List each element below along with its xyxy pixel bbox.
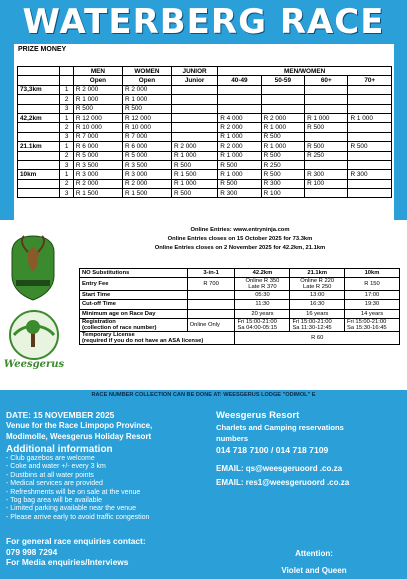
prize-cell: R 3 000 bbox=[122, 170, 171, 179]
cutoff-21: 16:30 bbox=[290, 300, 345, 309]
prize-cell: R 100 bbox=[261, 189, 304, 198]
start-time-label: Start Time bbox=[80, 291, 188, 300]
prize-row bbox=[18, 160, 392, 169]
prize-cell: R 1 000 bbox=[348, 113, 392, 122]
online-entries-link[interactable]: Online Entries: www.entryninja.com bbox=[190, 227, 290, 233]
registration-3in1: Online Only bbox=[187, 318, 235, 331]
prize-cell bbox=[305, 104, 348, 113]
prize-cell: R 2 000 bbox=[218, 123, 261, 132]
prize-cell: R 1 000 bbox=[261, 142, 304, 151]
prize-subheader bbox=[60, 76, 74, 85]
prize-cell: R 1 500 bbox=[171, 170, 217, 179]
prize-cell: R 2 000 bbox=[122, 179, 171, 188]
prize-cell bbox=[348, 132, 392, 141]
prize-cell bbox=[171, 123, 217, 132]
prize-position: 2 bbox=[60, 123, 74, 132]
registration-10: Fri 15:00-21:00 Sa 15:30-16:45 bbox=[345, 318, 400, 331]
prize-cell: R 1 000 bbox=[218, 170, 261, 179]
event-info bbox=[6, 410, 206, 522]
prize-cell: R 1 000 bbox=[218, 132, 261, 141]
prize-cell: R 3 500 bbox=[73, 160, 122, 169]
additional-info-item: - Club gazebos are welcome bbox=[6, 455, 95, 462]
prize-cell: R 500 bbox=[305, 123, 348, 132]
prize-subheader: 60+ bbox=[305, 76, 348, 85]
prize-cell: R 1 000 bbox=[261, 123, 304, 132]
prize-cell: R 10 000 bbox=[73, 123, 122, 132]
prize-cell bbox=[348, 151, 392, 160]
prize-header: MEN/WOMEN bbox=[218, 67, 392, 76]
page-title: WATERBERG RACE bbox=[22, 2, 385, 42]
prize-row bbox=[18, 95, 392, 104]
prize-subheader bbox=[18, 76, 60, 85]
prize-cell: R 3 500 bbox=[122, 160, 171, 169]
prize-category bbox=[18, 104, 60, 113]
prize-category bbox=[18, 123, 60, 132]
prize-cell bbox=[218, 85, 261, 94]
prize-category: 42,2km bbox=[18, 113, 60, 122]
prize-cell: R 300 bbox=[348, 170, 392, 179]
prize-cell bbox=[305, 95, 348, 104]
prize-cell: R 500 bbox=[261, 151, 304, 160]
prize-cell: R 5 000 bbox=[122, 151, 171, 160]
weesgerus-logo-text: Weesgerus bbox=[4, 359, 64, 370]
prize-cell: R 1 500 bbox=[122, 189, 171, 198]
info-header: 42.2km bbox=[235, 269, 290, 278]
prize-cell: R 4 000 bbox=[218, 113, 261, 122]
prize-header: JUNIOR bbox=[171, 67, 217, 76]
cutoff-10: 19:30 bbox=[345, 300, 400, 309]
min-age-21: 16 years bbox=[290, 309, 345, 318]
temp-license-label: Temporary License (required if you do not have an ASA license) bbox=[80, 331, 235, 344]
prize-cell: R 12 000 bbox=[73, 113, 122, 122]
additional-info-item: - Please arrive early to avoid traffic congestion bbox=[6, 513, 150, 521]
prize-header: WOMEN bbox=[122, 67, 171, 76]
prize-position: 1 bbox=[60, 85, 74, 94]
resort-info bbox=[216, 410, 406, 489]
prize-cell bbox=[261, 85, 304, 94]
resort-name: Weesgerus Resort bbox=[216, 410, 300, 421]
venue-line-1: Venue for the Race Limpopo Province, bbox=[6, 421, 153, 430]
prize-cell: R 2 000 bbox=[218, 142, 261, 151]
prize-cell bbox=[348, 104, 392, 113]
cutoff-3in1 bbox=[187, 300, 235, 309]
info-header: 3-in-1 bbox=[187, 269, 235, 278]
prize-category: 73,3km bbox=[18, 85, 60, 94]
info-header: 21.1km bbox=[290, 269, 345, 278]
prize-header bbox=[18, 67, 60, 76]
contact-line-1: For general race enquiries contact: bbox=[6, 536, 146, 546]
cutoff-label: Cut-off Time bbox=[80, 300, 188, 309]
prize-category bbox=[18, 189, 60, 198]
prize-position: 1 bbox=[60, 113, 74, 122]
prize-row bbox=[18, 132, 392, 141]
prize-cell: R 500 bbox=[305, 142, 348, 151]
reservations-line-1: Charlets and Camping reservations bbox=[216, 423, 344, 432]
contact-line-3: For Media enquiries/Interviews bbox=[6, 557, 129, 567]
prize-cell bbox=[348, 123, 392, 132]
online-close-42-21: Online Entries closes on 2 November 2025 for 42.2km, 21.1km bbox=[154, 245, 326, 251]
online-entry-info bbox=[80, 226, 400, 253]
prize-row bbox=[18, 104, 392, 113]
prize-cell bbox=[305, 160, 348, 169]
prize-cell: R 1 000 bbox=[171, 151, 217, 160]
prize-cell: R 1 000 bbox=[171, 179, 217, 188]
prize-cell: R 10 000 bbox=[122, 123, 171, 132]
prize-cell: R 250 bbox=[261, 160, 304, 169]
attention-label: Attention: bbox=[295, 549, 333, 558]
start-time-10: 17:00 bbox=[345, 291, 400, 300]
prize-cell: R 100 bbox=[305, 179, 348, 188]
prize-cell bbox=[171, 113, 217, 122]
prize-cell: R 5 000 bbox=[73, 151, 122, 160]
prize-cell: R 6 000 bbox=[122, 142, 171, 151]
info-header: NO Substitutions bbox=[80, 269, 188, 278]
additional-info-item: - Medical services are provided bbox=[6, 480, 103, 488]
prize-table bbox=[17, 66, 392, 198]
prize-cell: R 300 bbox=[218, 189, 261, 198]
prize-cell bbox=[348, 189, 392, 198]
registration-label: Registration (collection of race number) bbox=[80, 318, 188, 331]
prize-subheader: 40-49 bbox=[218, 76, 261, 85]
prize-position: 3 bbox=[60, 132, 74, 141]
prize-cell: R 2 000 bbox=[261, 113, 304, 122]
prize-row bbox=[18, 113, 392, 122]
prize-position: 2 bbox=[60, 95, 74, 104]
prize-row bbox=[18, 123, 392, 132]
prize-row bbox=[18, 189, 392, 198]
email-2[interactable]: EMAIL: res1@weesgeruoord .co.za bbox=[216, 478, 350, 487]
collection-note: RACE NUMBER COLLECTION CAN BE DONE AT: WEESGERUS LODGE "ODIMOL" E bbox=[91, 392, 316, 398]
additional-info-item: - Dustbins at all water points bbox=[6, 471, 94, 479]
prize-cell: R 6 000 bbox=[73, 142, 122, 151]
prize-cell: R 2 000 bbox=[73, 85, 122, 94]
temp-license-fee: R 60 bbox=[235, 331, 400, 344]
prize-cell: R 1 000 bbox=[218, 151, 261, 160]
prize-cell bbox=[171, 132, 217, 141]
attention-block bbox=[244, 545, 384, 579]
kudu-crest-logo bbox=[6, 232, 60, 302]
additional-info-title: Additional information bbox=[6, 444, 113, 455]
prize-row bbox=[18, 170, 392, 179]
prize-cell: R 1 000 bbox=[122, 95, 171, 104]
prize-position: 3 bbox=[60, 104, 74, 113]
prize-category bbox=[18, 179, 60, 188]
prize-cell: R 300 bbox=[261, 179, 304, 188]
prize-cell: R 250 bbox=[305, 151, 348, 160]
prize-cell bbox=[261, 104, 304, 113]
contact-phone[interactable]: 079 998 7294 bbox=[6, 546, 58, 557]
prize-cell: R 500 bbox=[122, 104, 171, 113]
prize-category: 21.1km bbox=[18, 142, 60, 151]
race-date: DATE: 15 NOVEMBER 2025 bbox=[6, 410, 115, 420]
contact-info bbox=[6, 536, 216, 568]
prize-cell: R 7 000 bbox=[122, 132, 171, 141]
prize-position: 2 bbox=[60, 151, 74, 160]
min-age-label: Minimum age on Race Day bbox=[80, 309, 188, 318]
prize-cell: R 2 000 bbox=[73, 179, 122, 188]
min-age-42: 20 years bbox=[235, 309, 290, 318]
start-time-3in1 bbox=[187, 291, 235, 300]
start-time-42: 05:30 bbox=[235, 291, 290, 300]
prize-row bbox=[18, 85, 392, 94]
prize-header: MEN bbox=[73, 67, 122, 76]
prize-label: PRIZE MONEY bbox=[18, 46, 67, 53]
prize-cell: R 1 000 bbox=[305, 113, 348, 122]
additional-info-item: - Tog bag area will be available bbox=[6, 497, 102, 505]
entry-fee-label: Entry Fee bbox=[80, 278, 188, 291]
entry-fee-21: Online R 220 Late R 250 bbox=[290, 278, 345, 291]
venue-line-2: Modimolle, Weesgerus Holiday Resort bbox=[6, 431, 152, 441]
additional-info-list bbox=[6, 455, 206, 522]
prize-cell: R 1 500 bbox=[73, 189, 122, 198]
prize-position: 1 bbox=[60, 142, 74, 151]
prize-category bbox=[18, 151, 60, 160]
prize-cell bbox=[218, 104, 261, 113]
prize-cell: R 500 bbox=[171, 189, 217, 198]
prize-cell: R 500 bbox=[348, 142, 392, 151]
prize-cell: R 1 000 bbox=[73, 95, 122, 104]
prize-header bbox=[60, 67, 74, 76]
resort-phones[interactable]: 014 718 7100 / 014 718 7109 bbox=[216, 445, 329, 455]
additional-info-item: - Coke and water +/- every 3 km bbox=[6, 463, 106, 471]
prize-position: 1 bbox=[60, 170, 74, 179]
race-info-table bbox=[79, 268, 400, 345]
prize-subheader: Junior bbox=[171, 76, 217, 85]
prize-cell: R 500 bbox=[218, 160, 261, 169]
prize-position: 3 bbox=[60, 160, 74, 169]
prize-cell bbox=[305, 132, 348, 141]
prize-cell bbox=[305, 85, 348, 94]
email-1[interactable]: EMAIL: qs@weesgeruoord .co.za bbox=[216, 464, 343, 473]
entry-fee-3in1: R 700 bbox=[187, 278, 235, 291]
min-age-10: 14 years bbox=[345, 309, 400, 318]
prize-cell: R 500 bbox=[218, 179, 261, 188]
registration-42: Fri 15:00-21:00 Sa 04:00-05:15 bbox=[235, 318, 290, 331]
additional-info-item: - Refreshments will be on sale at the venue bbox=[6, 488, 141, 496]
entry-fee-10: R 150 bbox=[345, 278, 400, 291]
prize-cell bbox=[348, 95, 392, 104]
prize-category: 10km bbox=[18, 170, 60, 179]
prize-cell: R 300 bbox=[305, 170, 348, 179]
title-bar bbox=[0, 0, 407, 44]
weesgerus-logo bbox=[4, 305, 64, 375]
entry-fee-42: Online R 350 Late R 370 bbox=[235, 278, 290, 291]
prize-category bbox=[18, 160, 60, 169]
prize-subheader: 70+ bbox=[348, 76, 392, 85]
cutoff-42: 11:30 bbox=[235, 300, 290, 309]
prize-cell bbox=[348, 179, 392, 188]
start-time-21: 13:00 bbox=[290, 291, 345, 300]
prize-cell bbox=[348, 160, 392, 169]
prize-category bbox=[18, 95, 60, 104]
prize-position: 2 bbox=[60, 179, 74, 188]
prize-subheader: Open bbox=[122, 76, 171, 85]
prize-cell: R 500 bbox=[261, 132, 304, 141]
prize-cell: R 3 000 bbox=[73, 170, 122, 179]
info-header: 10km bbox=[345, 269, 400, 278]
prize-cell bbox=[305, 189, 348, 198]
prize-cell: R 500 bbox=[171, 160, 217, 169]
prize-cell: R 7 000 bbox=[73, 132, 122, 141]
prize-cell: R 2 000 bbox=[122, 85, 171, 94]
prize-subheader: 50-59 bbox=[261, 76, 304, 85]
prize-position: 3 bbox=[60, 189, 74, 198]
prize-cell bbox=[261, 95, 304, 104]
min-age-3in1 bbox=[187, 309, 235, 318]
prize-subheader: Open bbox=[73, 76, 122, 85]
registration-21: Fri 15:00-21:00 Sa 11:30-12:45 bbox=[290, 318, 345, 331]
prize-cell: R 2 000 bbox=[171, 142, 217, 151]
additional-info-item: - Limited parking available near the venue bbox=[6, 505, 136, 513]
reservations-line-2: numbers bbox=[216, 434, 249, 443]
prize-cell: R 500 bbox=[73, 104, 122, 113]
prize-cell bbox=[171, 95, 217, 104]
prize-cell bbox=[171, 104, 217, 113]
prize-row bbox=[18, 142, 392, 151]
prize-row bbox=[18, 151, 392, 160]
prize-cell bbox=[218, 95, 261, 104]
prize-row bbox=[18, 179, 392, 188]
online-close-73: Online Entries closes on 15 October 2025 for 73.3km bbox=[167, 236, 313, 242]
prize-category bbox=[18, 132, 60, 141]
prize-cell bbox=[348, 85, 392, 94]
attention-name: Violet and Queen bbox=[281, 566, 347, 575]
prize-cell: R 12 000 bbox=[122, 113, 171, 122]
prize-cell: R 500 bbox=[261, 170, 304, 179]
prize-cell bbox=[171, 85, 217, 94]
